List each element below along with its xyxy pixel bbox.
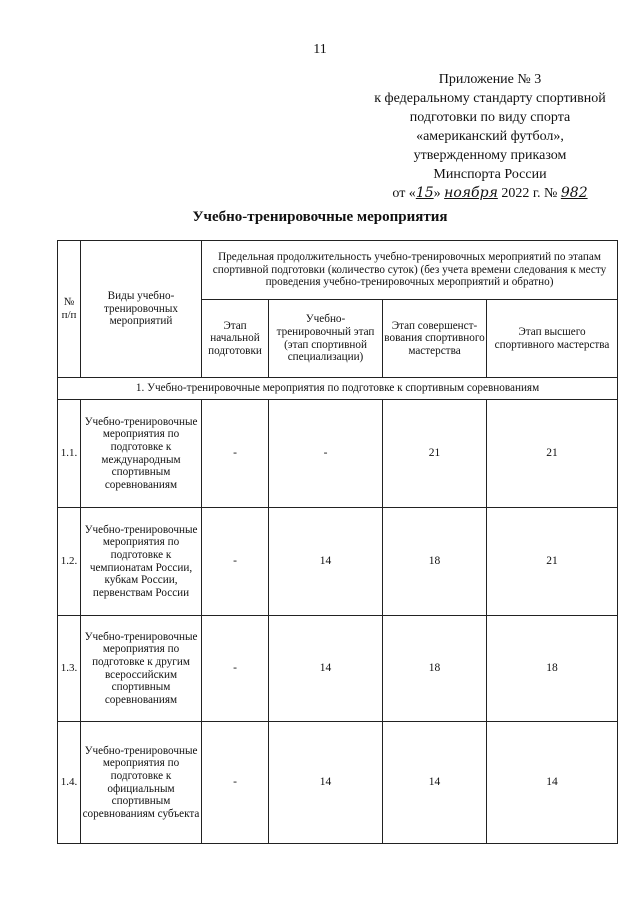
- row-value-improvement: 14: [383, 722, 487, 844]
- order-prefix: от «: [392, 186, 416, 201]
- training-events-table: [57, 240, 618, 844]
- row-value-improvement: 21: [383, 400, 487, 508]
- row-value-highest: 18: [487, 616, 618, 722]
- header-stage-initial: Этап начальной подготовки: [202, 300, 269, 378]
- row-value-highest: 21: [487, 508, 618, 616]
- table-row: [58, 616, 618, 722]
- row-kind: Учебно-тренировочные мероприятия по подготовке к чемпионатам России, кубкам России, первенствам России: [81, 508, 202, 616]
- document-title: Учебно-тренировочные мероприятия: [192, 209, 448, 225]
- row-value-training: -: [269, 400, 383, 508]
- row-number: 1.2.: [58, 508, 81, 616]
- row-value-initial: -: [202, 722, 269, 844]
- table-row: [58, 400, 618, 508]
- section-row: [58, 378, 618, 400]
- appendix-line: Приложение № 3: [438, 72, 542, 87]
- appendix-line: подготовки по виду спорта: [409, 110, 571, 125]
- row-value-initial: -: [202, 400, 269, 508]
- row-kind: Учебно-тренировочные мероприятия по подготовке к международным спортивным соревнованиям: [81, 400, 202, 508]
- row-number: 1.4.: [58, 722, 81, 844]
- row-value-training: 14: [269, 722, 383, 844]
- row-kind: Учебно-тренировочные мероприятия по подготовке к официальным спортивным соревнованиям субъекта: [81, 722, 202, 844]
- order-year: 2022 г. №: [497, 186, 561, 201]
- section-title: 1. Учебно-тренировочные мероприятия по подготовке к спортивным соревнованиям: [58, 378, 618, 400]
- row-value-highest: 21: [487, 400, 618, 508]
- appendix-line: Минспорта России: [433, 167, 547, 182]
- row-value-initial: -: [202, 508, 269, 616]
- appendix-line: к федеральному стандарту спортивной: [374, 91, 606, 106]
- header-num: № п/п: [58, 241, 81, 378]
- table-row: [58, 508, 618, 616]
- header-stage-training: Учебно-тренировочный этап (этап спортивной специализации): [269, 300, 383, 378]
- order-number-handwritten: 982: [560, 185, 588, 201]
- order-date-line: [340, 184, 640, 203]
- row-value-improvement: 18: [383, 616, 487, 722]
- row-value-initial: -: [202, 616, 269, 722]
- row-number: 1.3.: [58, 616, 81, 722]
- order-day-handwritten: 15: [415, 185, 434, 201]
- appendix-line: утвержденному приказом: [413, 148, 567, 163]
- table-header-row: [58, 241, 618, 300]
- page-number: 11: [313, 42, 327, 57]
- row-value-training: 14: [269, 508, 383, 616]
- header-duration: Предельная продолжительность учебно-тренировочных мероприятий по этапам спортивной подготовки (количество суток) (без учета времени следования к месту проведения учебно-тренировочных мероприятий и обратно): [202, 241, 618, 300]
- appendix-line: «американский футбол»,: [416, 129, 564, 144]
- row-value-improvement: 18: [383, 508, 487, 616]
- row-number: 1.1.: [58, 400, 81, 508]
- table-row: [58, 722, 618, 844]
- appendix-block: [340, 70, 640, 203]
- row-kind: Учебно-тренировочные мероприятия по подготовке к другим всероссийским спортивным соревнованиям: [81, 616, 202, 722]
- header-stage-improvement: Этап совершенст-вования спортивного мастерства: [383, 300, 487, 378]
- header-stage-highest: Этап высшего спортивного мастерства: [487, 300, 618, 378]
- row-value-highest: 14: [487, 722, 618, 844]
- header-kind: Виды учебно-тренировочных мероприятий: [81, 241, 202, 378]
- row-value-training: 14: [269, 616, 383, 722]
- order-month-handwritten: ноября: [444, 185, 498, 201]
- order-mid: »: [433, 186, 445, 201]
